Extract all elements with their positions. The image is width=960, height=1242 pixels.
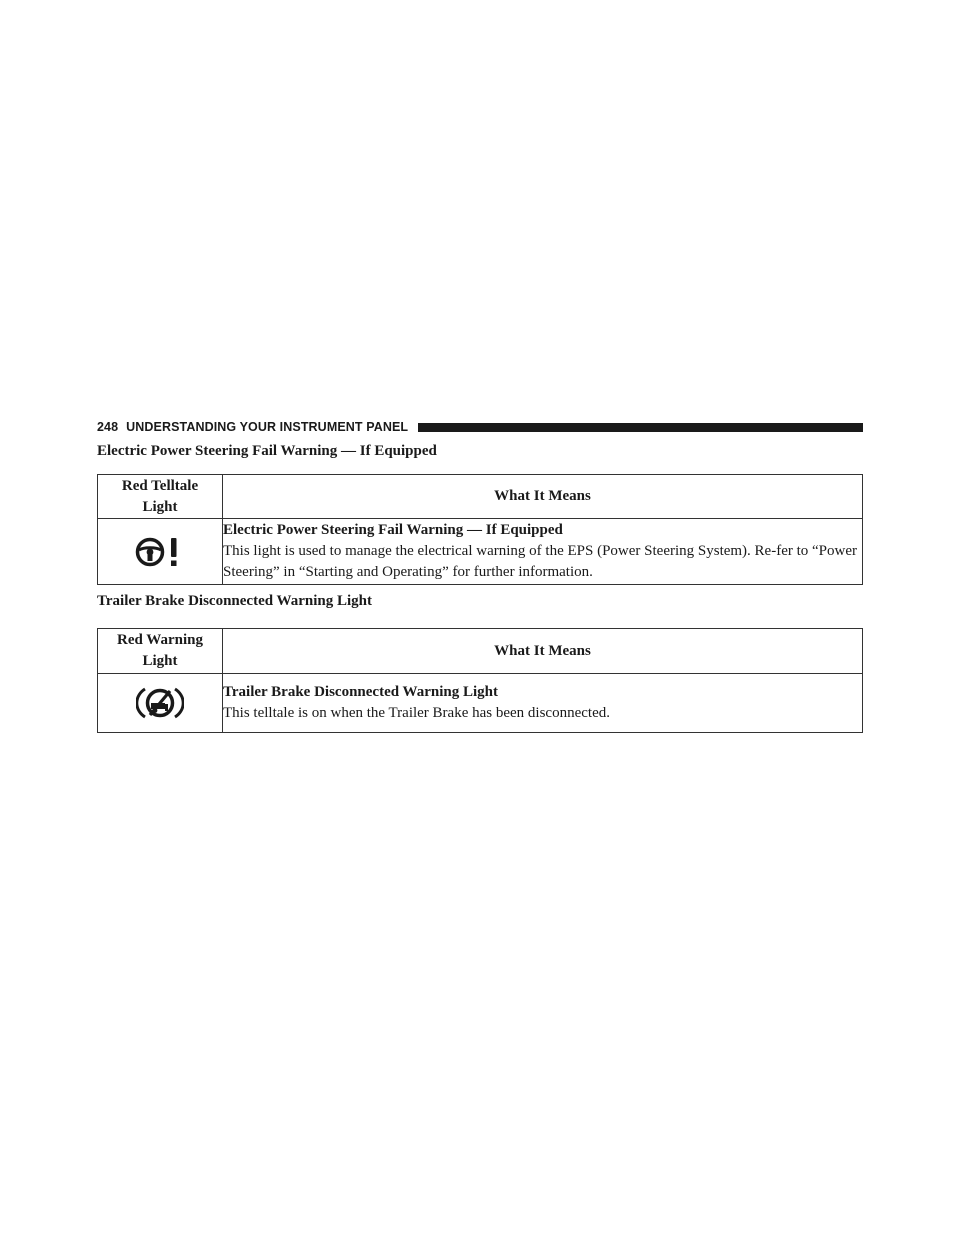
column-header-means: What It Means xyxy=(223,629,863,674)
section-heading-trailer-brake: Trailer Brake Disconnected Warning Light xyxy=(97,593,373,609)
table-header-row xyxy=(98,629,863,674)
chapter-title: UNDERSTANDING YOUR INSTRUMENT PANEL xyxy=(126,420,409,434)
steering-wheel-exclamation-icon xyxy=(135,535,185,569)
telltale-description: This telltale is on when the Trailer Brake has been disconnected. xyxy=(223,705,610,721)
telltale-title: Electric Power Steering Fail Warning — If Equipped xyxy=(223,522,563,538)
description-cell xyxy=(223,674,863,733)
description-cell xyxy=(223,519,863,585)
icon-cell xyxy=(98,674,223,733)
column-header-light: Red Warning Light xyxy=(98,629,223,674)
table-row xyxy=(98,674,863,733)
table-header-row xyxy=(98,475,863,519)
section-heading-eps: Electric Power Steering Fail Warning — If Equipped xyxy=(97,443,437,459)
page-number: 248 xyxy=(97,420,119,434)
column-header-means: What It Means xyxy=(223,475,863,519)
trailer-brake-table xyxy=(97,628,863,733)
telltale-description: This light is used to manage the electrical warning of the EPS (Power Steering System). Re-fer to “Power Steering” in “Starting and Operating” for further information. xyxy=(223,543,858,580)
column-header-light: Red Telltale Light xyxy=(98,475,223,519)
eps-telltale-table xyxy=(97,474,863,585)
icon-cell xyxy=(98,519,223,585)
header-rule xyxy=(418,423,863,432)
trailer-brake-disconnected-icon xyxy=(136,682,184,724)
telltale-title: Trailer Brake Disconnected Warning Light xyxy=(223,684,499,700)
page-header xyxy=(97,419,863,435)
table-row xyxy=(98,519,863,585)
